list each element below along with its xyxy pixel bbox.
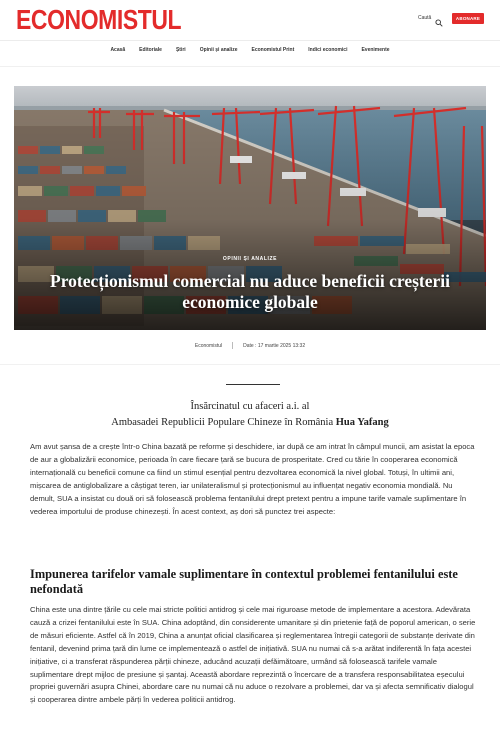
byline-embassy-text: Ambasadei Republicii Populare Chineze în România — [111, 417, 336, 428]
byline-embassy — [0, 417, 500, 428]
nav-item-acasa[interactable]: Acasă — [110, 47, 126, 53]
nav-item-indici[interactable]: Indici economici — [308, 47, 348, 53]
article-meta — [0, 342, 500, 349]
section-heading: Impunerea tarifelor vamale suplimentare în contextul problemei fentanilului este nefondată — [30, 567, 458, 596]
meta-separator — [232, 342, 233, 349]
nav-divider — [0, 66, 500, 67]
header-divider — [0, 40, 500, 41]
site-header — [0, 0, 500, 66]
site-logo[interactable]: ECONOMISTUL — [16, 4, 182, 35]
article-author[interactable]: Economistul — [194, 342, 223, 349]
article-title: Protecționismul comercial nu aduce beneficii creșterii economice globale — [50, 271, 450, 312]
byline-role: Însărcinatul cu afaceri a.i. al — [190, 401, 310, 412]
article-paragraph-1: Am avut șansa de a crește într-o China bazată pe reforme și deschidere, iar după ce am intrat în câmpul muncii, am asistat la epoca de aur a globalizării economice, perioada în care fiecare țară se bucura de prosperitate. Cred cu tărie în cooperarea economică internațională cu beneficii comune ca fiind un stimul esențial pentru dezvoltarea economică la nivel global. Totuși, în ultimii ani, mișcarea de antiglobalizare a câștigat teren, iar unilateralismul și protecționismul au influențat negativ economia mondială. Nu demult, SUA a insistat cu două ori să folosească problema fentanilului drept pretext pentru a impune tarife vamale suplimentare în vederea importului de produse chinezești. În acest context, aș dori să punctez trei aspecte: — [30, 442, 475, 516]
main-nav — [0, 47, 500, 53]
search-label[interactable]: Caută — [418, 15, 432, 21]
search-control[interactable] — [418, 14, 443, 22]
article-date: Date : 17 martie 2025 13:32 — [243, 342, 306, 349]
nav-item-editoriale[interactable]: Editoriale — [139, 47, 162, 53]
search-icon[interactable] — [435, 14, 443, 22]
article-category[interactable]: OPINII ȘI ANALIZE — [222, 256, 278, 262]
article-paragraph-2: China este una dintre țările cu cele mai stricte politici antidrog și cele mai riguroase metode de implementare a acestora. Adevărata cauză a crizei fentanilului este în SUA. China adoptând, din considerente umanitare și din prietenie față de poporul american, o serie de măsuri eficiente. Astfel că în 2019, China a anunțat oficial clasificarea și reglementarea întregii categorii de substanțe derivate din fentanil, devenind prima țară din lume ce implementează o astfel de inițiativă. SUA nu numai că s-a arătat indiferentă în fața acestei inițiative, ci a transferat răspunderea părții chineze, aducând acuzații defăimătoare, urmând să folosească tarifele vamale suplimentare drept mijloc de presiune și șantaj. Această abordare reprezintă o încercare de a transfera responsabilitatea eșecului propriei guvernări asupra Chinei, abordare care nu numai că nu aduce o rezolvare a problemei, dar va și afecta semnificativ dialogul și cooperarea dintre ambele părți în vederea politicii antidrog. — [30, 605, 476, 705]
byline-author-name: Hua Yafang — [335, 417, 389, 428]
nav-item-print[interactable]: Economistul Print — [251, 47, 295, 53]
nav-item-stiri[interactable]: Știri — [175, 47, 186, 53]
byline-rule — [226, 384, 280, 385]
meta-divider — [0, 364, 500, 365]
nav-item-opinii[interactable]: Opinii și analize — [199, 47, 238, 53]
nav-item-evenimente[interactable]: Evenimente — [361, 47, 390, 53]
subscribe-button[interactable]: ABONARE — [452, 13, 484, 24]
hero-image — [14, 86, 486, 330]
